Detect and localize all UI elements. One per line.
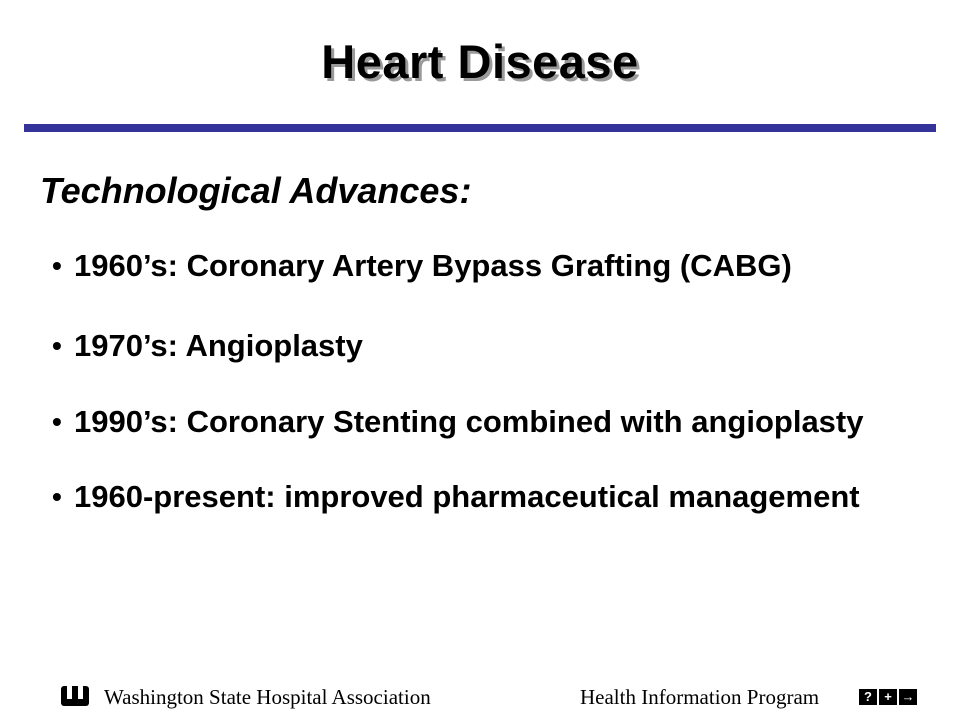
footer-organization: Washington State Hospital Association: [104, 685, 431, 709]
title-divider: [24, 124, 936, 132]
bullet-dot-icon: •: [52, 406, 62, 437]
bullet-text: 1960-present: improved pharmaceutical management: [74, 479, 860, 514]
bullet-dot-icon: •: [52, 330, 62, 361]
wsha-logo-icon: [61, 686, 89, 706]
slide-subtitle: Technological Advances:: [40, 170, 472, 211]
bullet-dot-icon: •: [52, 250, 62, 281]
slide-title: Heart Disease: [321, 35, 639, 88]
bullet-item: [52, 402, 952, 442]
help-button[interactable]: ?: [859, 689, 877, 705]
slide-footer: [0, 682, 960, 712]
bullet-dot-icon: •: [52, 481, 62, 512]
bullet-item: [52, 246, 952, 286]
slide-nav-buttons: [859, 689, 917, 705]
bullet-list: [52, 246, 952, 517]
bullet-text: 1960’s: Coronary Artery Bypass Grafting (CABG): [74, 248, 792, 283]
footer-program: Health Information Program: [580, 685, 820, 709]
next-arrow-button[interactable]: →: [899, 689, 917, 705]
add-button[interactable]: +: [879, 689, 897, 705]
bullet-text: 1990’s: Coronary Stenting combined with angioplasty: [74, 404, 864, 439]
bullet-item: [52, 326, 952, 366]
bullet-text: 1970’s: Angioplasty: [74, 328, 363, 363]
bullet-item: [52, 477, 952, 517]
